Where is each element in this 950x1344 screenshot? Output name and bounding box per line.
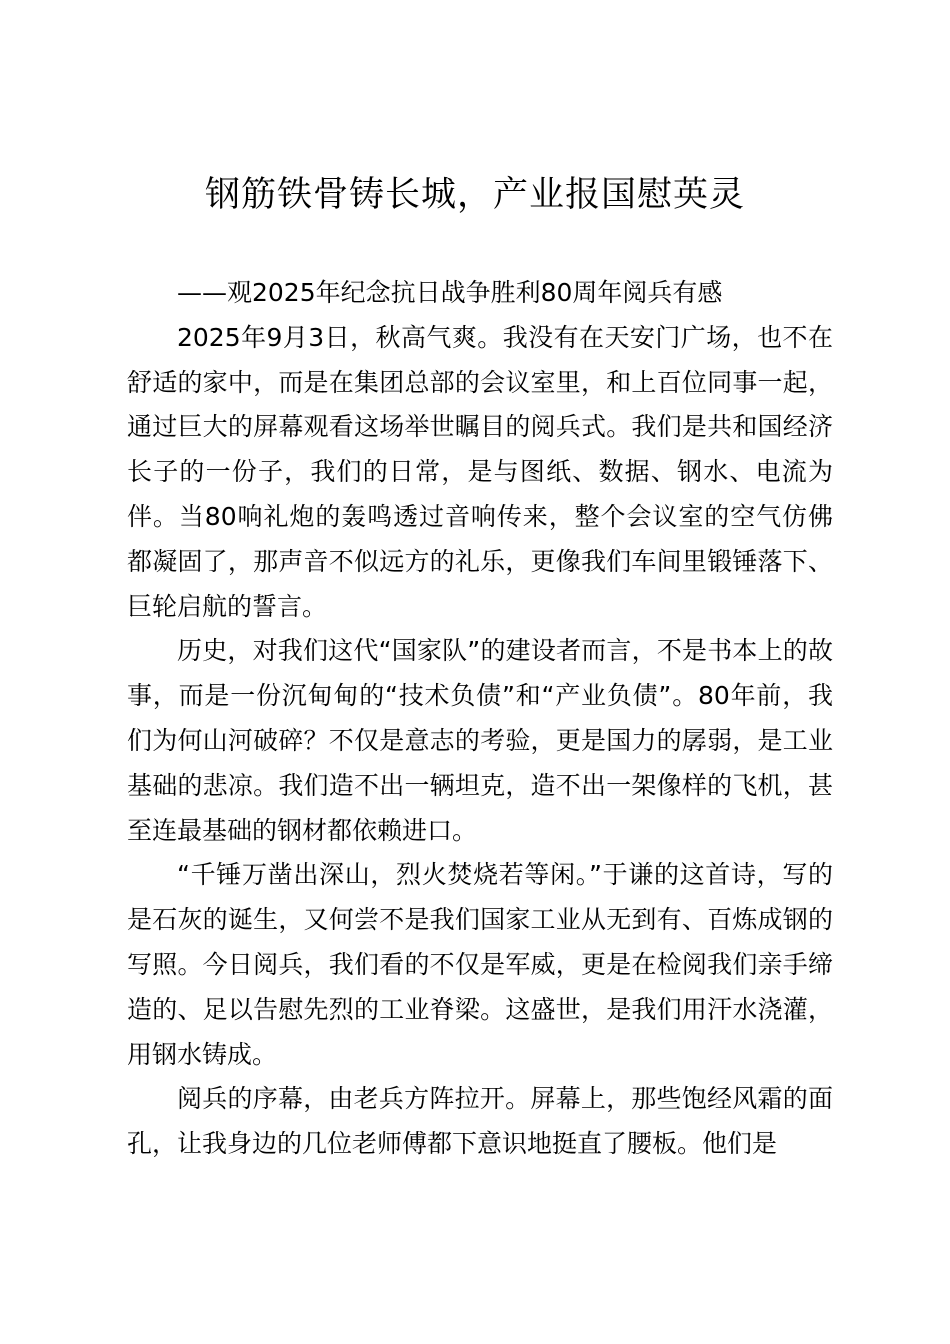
paragraph-4: 阅兵的序幕，由老兵方阵拉开。屏幕上，那些饱经风霜的面孔，让我身边的几位老师傅都下意识地挺直了腰板。他们是 xyxy=(127,1084,833,1159)
paragraph-1: 2025年9月3日，秋高气爽。我没有在天安门广场，也不在舒适的家中，而是在集团总部的会议室里，和上百位同事一起，通过巨大的屏幕观看这场举世瞩目的阅兵式。我们是共和国经济长子的一份子，我们的日常，是与图纸、数据、钢水、电流为伴。当80响礼炮的轰鸣透过音响传来，整个会议室的空气仿佛都凝固了，那声音不似远方的礼乐，更像我们车间里锻锤落下、巨轮启航的誓言。 xyxy=(127,322,833,621)
paragraph-2: 历史，对我们这代“国家队”的建设者而言，不是书本上的故事，而是一份沉甸甸的“技术负债”和“产业负债”。80年前，我们为何山河破碎？不仅是意志的考验，更是国力的孱弱，是工业基础的悲凉。我们造不出一辆坦克，造不出一架像样的飞机，甚至连最基础的钢材都依赖进口。 xyxy=(127,636,833,845)
document-title: 钢筋铁骨铸长城，产业报国慰英灵 xyxy=(204,175,745,215)
document-subtitle: ——观2025年纪念抗日战争胜利80周年阅兵有感 xyxy=(177,278,723,307)
document-body xyxy=(127,271,833,1167)
paragraph-3: “千锤万凿出深山，烈火焚烧若等闲。”于谦的这首诗，写的是石灰的诞生，又何尝不是我们国家工业从无到有、百炼成钢的写照。今日阅兵，我们看的不仅是军威，更是在检阅我们亲手缔造的、足以告慰先烈的工业脊梁。这盛世，是我们用汗水浇灌，用钢水铸成。 xyxy=(127,860,833,1069)
